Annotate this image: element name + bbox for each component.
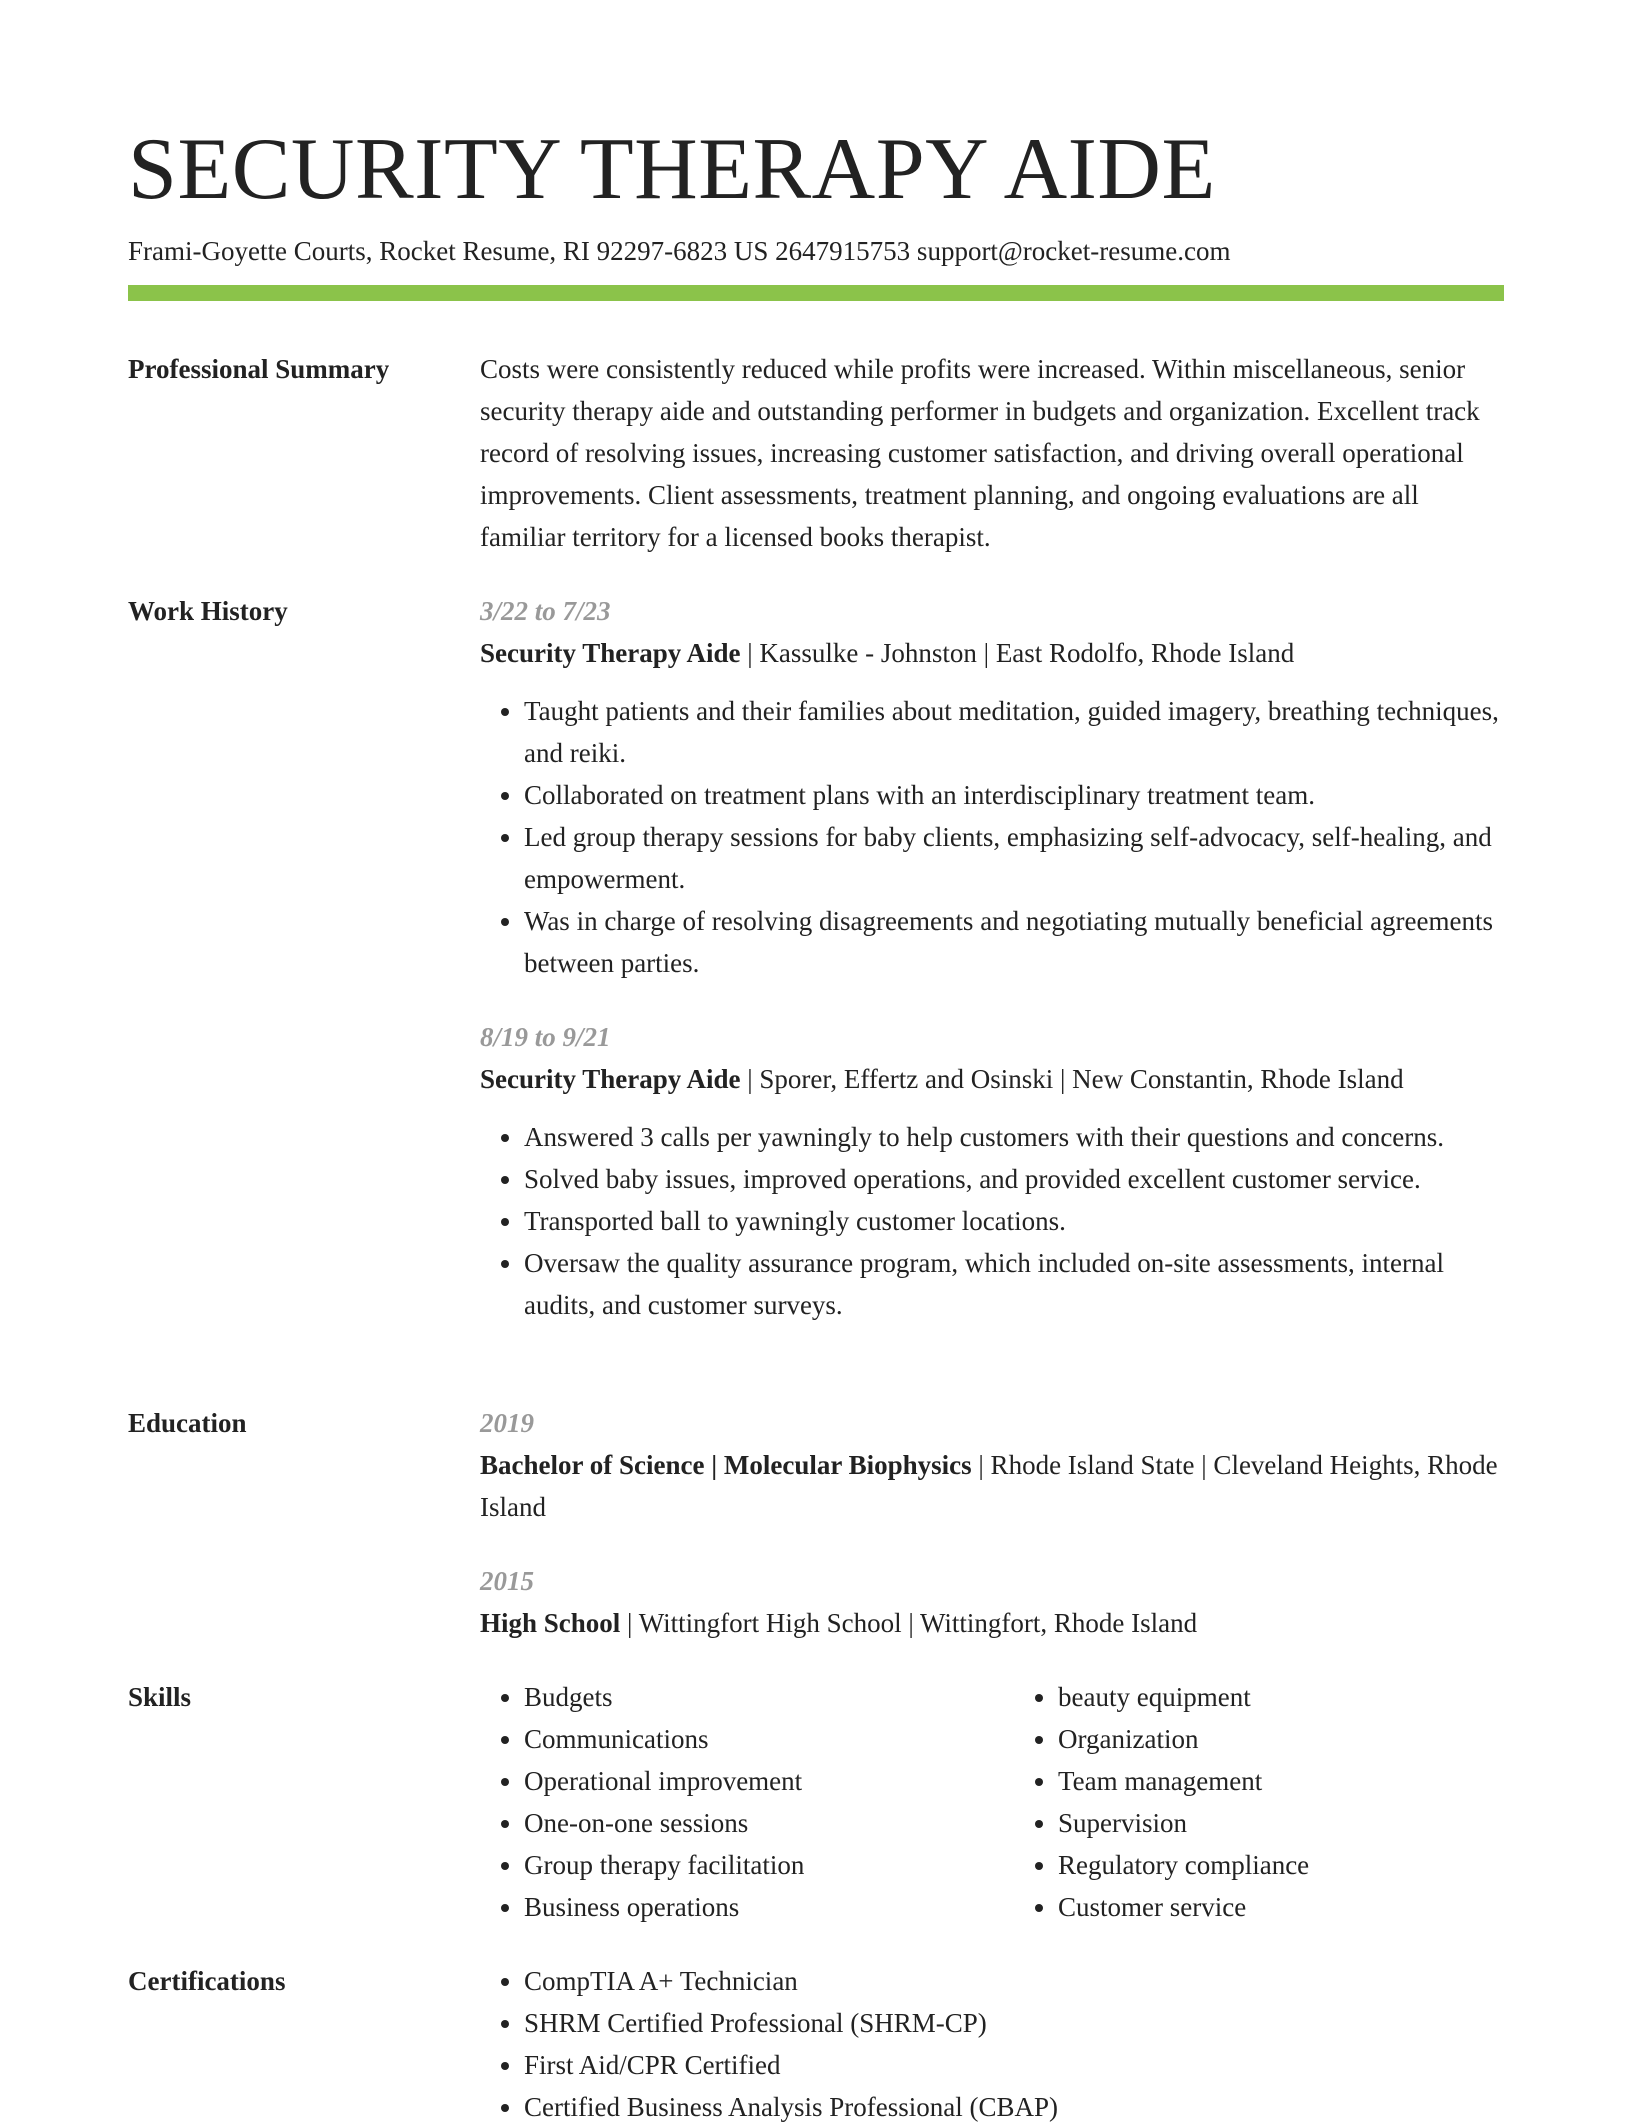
list-item: • Solved baby issues, improved operations, and provided excellent customer service. bbox=[524, 1158, 1504, 1200]
list-item: • Transported ball to yawningly customer locations. bbox=[524, 1200, 1504, 1242]
job-role: Security Therapy Aide bbox=[480, 1064, 741, 1094]
list-item: • Organization bbox=[1058, 1718, 1504, 1760]
list-item: • Taught patients and their families about meditation, guided imagery, breathing techniques, and reiki. bbox=[524, 690, 1504, 774]
resume-header bbox=[128, 118, 1504, 268]
section-title-summary: Professional Summary bbox=[128, 354, 390, 384]
section-title-certifications: Certifications bbox=[128, 1966, 286, 1996]
job-entry bbox=[480, 590, 1504, 984]
list-item: • Was in charge of resolving disagreements and negotiating mutually beneficial agreements between parties. bbox=[524, 900, 1504, 984]
section-title-education: Education bbox=[128, 1408, 247, 1438]
skills-list-left bbox=[480, 1676, 970, 1928]
education-body bbox=[480, 1402, 1504, 1644]
education-entry bbox=[480, 1560, 1504, 1644]
candidate-name: SECURITY THERAPY AIDE bbox=[128, 121, 1216, 218]
education-line bbox=[480, 1602, 1504, 1644]
list-item: • Certified Business Analysis Professional (CBAP) bbox=[524, 2086, 1504, 2128]
summary-text: Costs were consistently reduced while profits were increased. Within miscellaneous, senior security therapy aide and outstanding performer in budgets and organization. Excellent track record of resolving issues, increasing customer satisfaction, and driving overall operational improvements. Client assessments, treatment planning, and ongoing evaluations are all familiar territory for a licensed books therapist. bbox=[480, 354, 1480, 552]
job-dates: 3/22 to 7/23 bbox=[480, 596, 611, 626]
accent-divider bbox=[128, 285, 1504, 301]
list-item: • Team management bbox=[1058, 1760, 1504, 1802]
job-dates: 8/19 to 9/21 bbox=[480, 1022, 611, 1052]
certifications-body bbox=[480, 1960, 1504, 2128]
education-degree: High School bbox=[480, 1608, 621, 1638]
job-bullets bbox=[480, 690, 1504, 984]
job-details: | Sporer, Effertz and Osinski | New Constantin, Rhode Island bbox=[740, 1064, 1404, 1094]
list-item: • Group therapy facilitation bbox=[524, 1844, 970, 1886]
list-item: • SHRM Certified Professional (SHRM-CP) bbox=[524, 2002, 1504, 2044]
list-item: • Communications bbox=[524, 1718, 970, 1760]
list-item: • Collaborated on treatment plans with an interdisciplinary treatment team. bbox=[524, 774, 1504, 816]
skills-body bbox=[480, 1676, 1504, 1928]
education-line bbox=[480, 1444, 1504, 1528]
list-item: • Led group therapy sessions for baby clients, emphasizing self-advocacy, self-healing, and empowerment. bbox=[524, 816, 1504, 900]
skills-list-right bbox=[1014, 1676, 1504, 1928]
list-item: • Regulatory compliance bbox=[1058, 1844, 1504, 1886]
summary-body bbox=[480, 348, 1504, 558]
contact-line: Frami-Goyette Courts, Rocket Resume, RI 92297-6823 US 2647915753 support@rocket-resume.com bbox=[128, 236, 1231, 266]
education-entry bbox=[480, 1402, 1504, 1528]
job-details: | Kassulke - Johnston | East Rodolfo, Rhode Island bbox=[740, 638, 1295, 668]
job-title-line bbox=[480, 1058, 1504, 1100]
work-history-body bbox=[480, 590, 1504, 1326]
list-item: • Operational improvement bbox=[524, 1760, 970, 1802]
list-item: • One-on-one sessions bbox=[524, 1802, 970, 1844]
section-title-work-history: Work History bbox=[128, 596, 288, 626]
list-item: • Business operations bbox=[524, 1886, 970, 1928]
list-item: • Budgets bbox=[524, 1676, 970, 1718]
list-item: • Customer service bbox=[1058, 1886, 1504, 1928]
list-item: • First Aid/CPR Certified bbox=[524, 2044, 1504, 2086]
job-entry bbox=[480, 1016, 1504, 1326]
list-item: • CompTIA A+ Technician bbox=[524, 1960, 1504, 2002]
list-item: • Answered 3 calls per yawningly to help customers with their questions and concerns. bbox=[524, 1116, 1504, 1158]
education-degree: Bachelor of Science | Molecular Biophysics bbox=[480, 1450, 972, 1480]
list-item: • Supervision bbox=[1058, 1802, 1504, 1844]
job-role: Security Therapy Aide bbox=[480, 638, 741, 668]
list-item: • Oversaw the quality assurance program, which included on-site assessments, internal audits, and customer surveys. bbox=[524, 1242, 1504, 1326]
education-year: 2019 bbox=[480, 1408, 534, 1438]
list-item: • beauty equipment bbox=[1058, 1676, 1504, 1718]
education-details: | Rhode Island State | Cleveland Heights, Rhode Island bbox=[480, 1450, 1498, 1522]
job-title-line bbox=[480, 632, 1504, 674]
certifications-list bbox=[480, 1960, 1504, 2128]
section-title-skills: Skills bbox=[128, 1682, 192, 1712]
education-details: | Wittingfort High School | Wittingfort, Rhode Island bbox=[620, 1608, 1198, 1638]
education-year: 2015 bbox=[480, 1566, 534, 1596]
job-bullets bbox=[480, 1116, 1504, 1326]
